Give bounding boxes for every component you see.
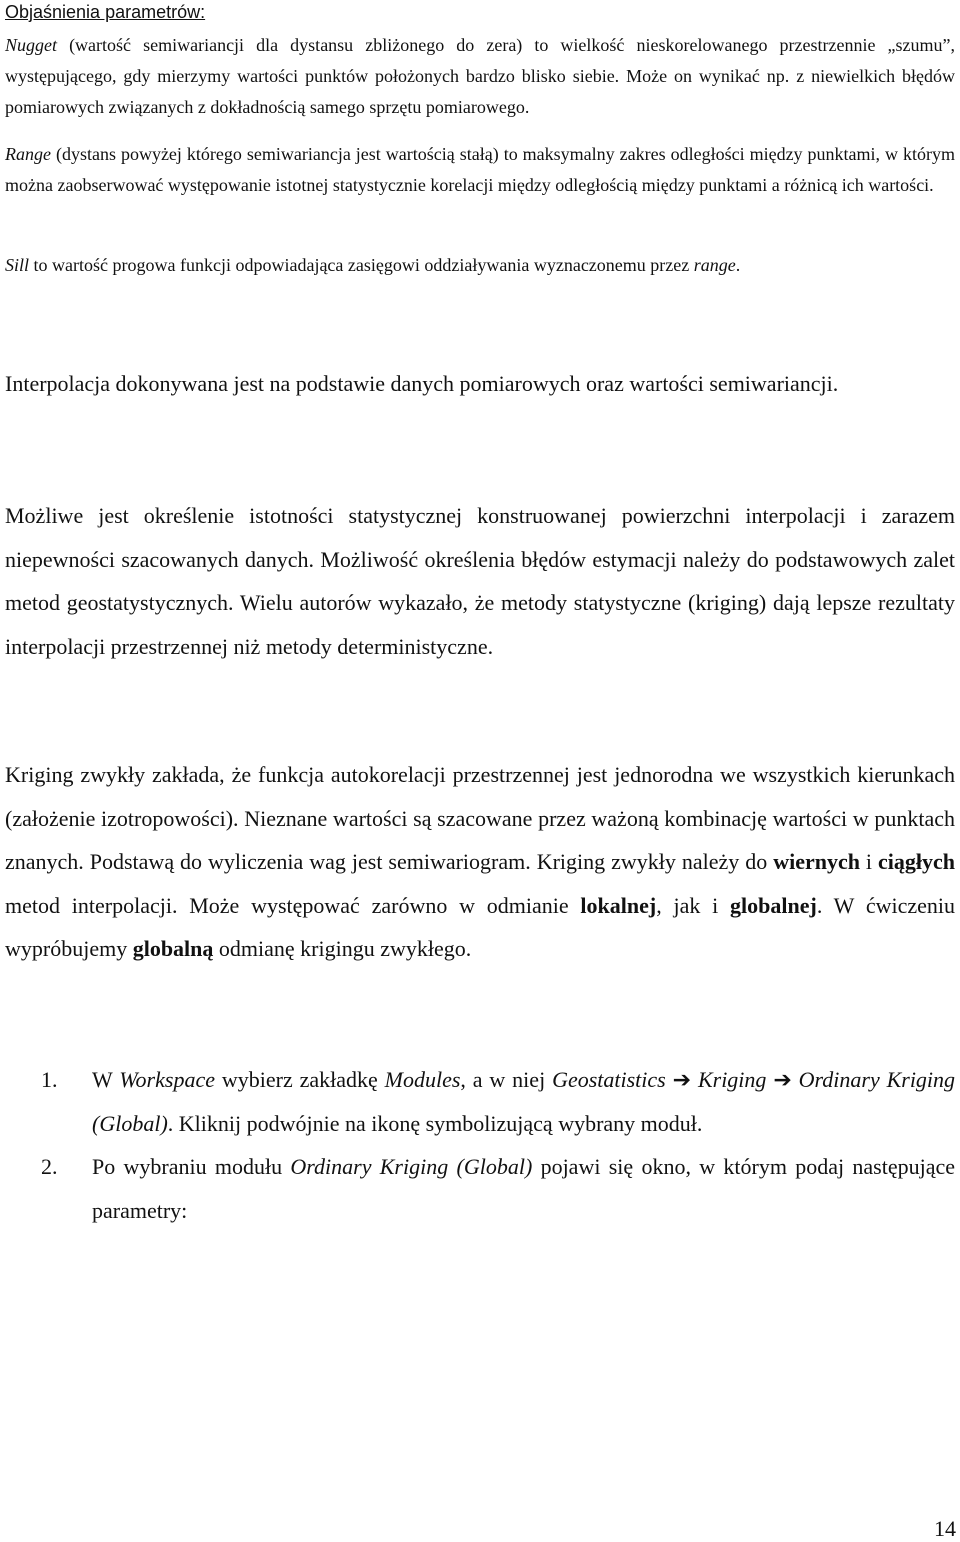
- modules-term: Modules: [384, 1067, 461, 1092]
- nugget-term: Nugget: [5, 35, 57, 55]
- step-text-part: pojawi się okno, w którym podaj następujące parametry:: [92, 1154, 955, 1223]
- arrow-icon: ➔: [672, 1067, 692, 1092]
- paragraph-significance: Możliwe jest określenie istotności statystycznej konstruowanej powierzchni interpolacji i zarazem niepewności szacowanych danych. Możliwość określenia błędów estymacji należy do podstawowych zalet metod geostatystycznych. Wielu autorów wykazało, że metody statystyczne (kriging) dają lepsze rezultaty interpolacji przestrzennej niż metody deterministyczne.: [5, 503, 955, 659]
- workspace-term: Workspace: [119, 1067, 215, 1092]
- kriging-text-2: i: [859, 849, 878, 874]
- step-text-part: wybierz zakładkę: [214, 1067, 385, 1092]
- list-item: [0, 1058, 960, 1145]
- sill-range-word: range: [693, 255, 736, 275]
- ordinary-kriging-term: Ordinary Kriging (Global): [92, 1067, 956, 1136]
- bold-ciaglych: ciągłych: [878, 849, 955, 874]
- nugget-definition: [5, 30, 955, 123]
- list-number: 1.: [41, 1067, 58, 1092]
- arrow-icon: ➔: [773, 1067, 792, 1092]
- step-text-part: W: [92, 1067, 120, 1092]
- sill-text: to wartość progowa funkcji odpowiadająca zasięgowi oddziaływania wyznaczonemu przez: [29, 255, 694, 275]
- ordinary-kriging-global-term: Ordinary Kriging (Global): [290, 1154, 533, 1179]
- nugget-text: (wartość semiwariancji dla dystansu zbliżonego do zera) to wielkość nieskorelowanego przestrzennie „szumu”, występującego, gdy mierzymy wartości punktów położonych bardzo blisko siebie. Może on wynikać np. z niewielkich błędów pomiarowych związanych z dokładnością samego sprzętu pomiarowego.: [5, 35, 955, 117]
- sill-term: Sill: [5, 255, 30, 275]
- step-text-part: . Kliknij podwójnie na ikonę symbolizującą wybrany moduł.: [167, 1110, 703, 1136]
- kriging-text-1: Kriging zwykły zakłada, że funkcja autokorelacji przestrzennej jest jednorodna we wszystkich kierunkach (założenie izotropowości). Nieznane wartości są szacowane przez ważoną kombinację wartości w punktach znanych. Podstawą do wyliczenia wag jest semiwariogram. Kriging zwykły należy do: [5, 762, 955, 874]
- page-number: 14: [934, 1516, 956, 1541]
- step-text-part: Po wybraniu modułu: [92, 1154, 291, 1179]
- step-text: [92, 1145, 955, 1232]
- sill-definition: [5, 250, 955, 281]
- bold-globalna: globalną: [132, 936, 214, 961]
- kriging-term: Kriging: [697, 1067, 767, 1092]
- kriging-text-4: , jak i: [656, 892, 731, 918]
- list-number: 2.: [41, 1154, 58, 1179]
- bold-wiernych: wiernych: [773, 849, 860, 874]
- range-term: Range: [5, 144, 51, 164]
- bold-lokalnej: lokalnej: [580, 892, 657, 918]
- range-text: (dystans powyżej którego semiwariancja jest wartością stałą) to maksymalny zakres odległości między punktami, w którym można zaobserwować występowanie istotnej statystycznie korelacji między odległością między punktami a różnicą ich wartości.: [5, 144, 955, 195]
- steps-list: [0, 1058, 960, 1232]
- list-item: [0, 1145, 960, 1232]
- kriging-text-6: odmianę krigingu zwykłego.: [213, 936, 472, 961]
- kriging-text-3: metod interpolacji. Może występować zarówno w odmianie: [5, 892, 581, 918]
- range-definition: [5, 139, 955, 201]
- paragraph-interpolation: Interpolacja dokonywana jest na podstawie danych pomiarowych oraz wartości semiwariancji.: [5, 371, 839, 396]
- paragraph-kriging: [5, 753, 955, 971]
- bold-globalnej: globalnej: [730, 892, 817, 918]
- section-heading: Objaśnienia parametrów:: [5, 2, 206, 22]
- step-text: [92, 1058, 955, 1145]
- sill-end: .: [735, 255, 741, 275]
- geostatistics-term: Geostatistics: [552, 1067, 666, 1092]
- kriging-text-5: . W ćwiczeniu wypróbujemy: [5, 892, 955, 961]
- step-text-part: , a w niej: [460, 1067, 553, 1092]
